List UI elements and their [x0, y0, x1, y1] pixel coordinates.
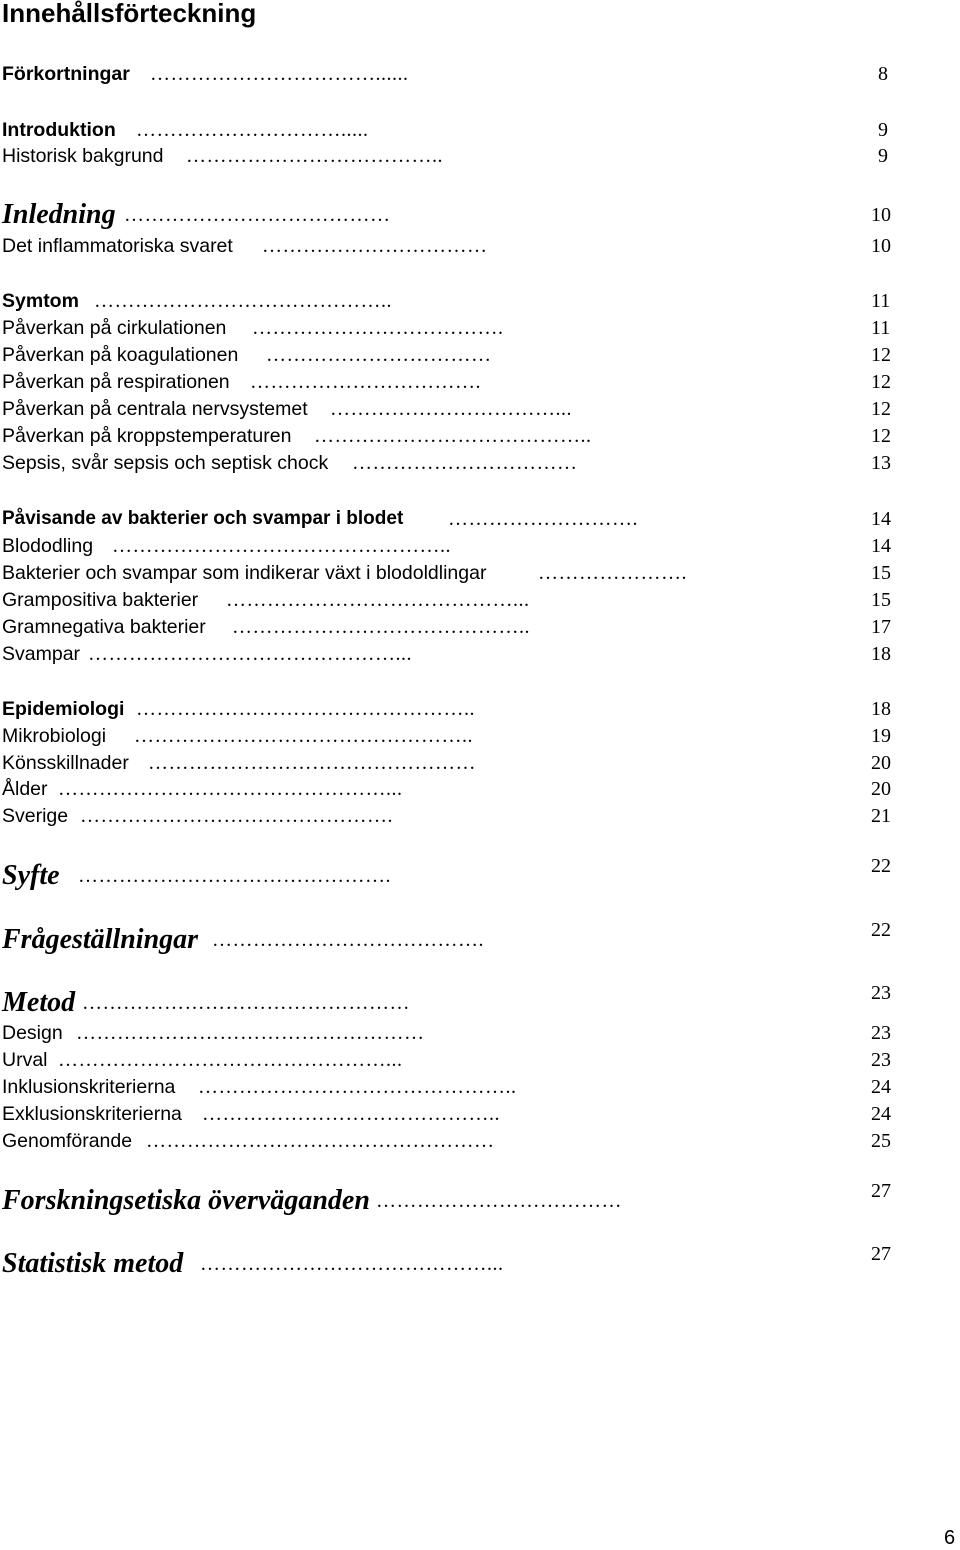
- toc-entry-inklusionskriterierna: [0, 1074, 960, 1100]
- toc-dot-leader: ……………………………………..: [94, 290, 392, 312]
- toc-dot-leader: ……………………………………….: [80, 805, 393, 827]
- toc-entry-page: 12: [871, 398, 891, 420]
- toc-dot-leader: ……………………………………………: [146, 1130, 495, 1152]
- toc-entry-page: 9: [878, 145, 888, 167]
- toc-dot-leader: ……………………………………..: [202, 1103, 500, 1125]
- toc-entry-page: 17: [871, 616, 891, 638]
- toc-entry-label: Bakterier och svampar som indikerar växt i blodoldlingar: [2, 562, 487, 584]
- toc-entry-page: 23: [871, 982, 891, 1004]
- toc-entry-label: Frågeställningar: [2, 924, 199, 955]
- toc-dot-leader: …………………………….: [250, 371, 481, 393]
- toc-entry-page: 20: [871, 778, 891, 800]
- toc-entry-blododling: [0, 533, 960, 559]
- toc-entry-label: Blododling: [2, 535, 94, 557]
- toc-entry-page: 10: [871, 204, 891, 226]
- toc-entry-page: 25: [871, 1130, 891, 1152]
- toc-entry-page: 11: [871, 317, 891, 339]
- toc-entry-alder: [0, 776, 960, 802]
- toc-dot-leader: ………………………….....: [136, 119, 369, 141]
- toc-dot-leader: ……………………………………...: [226, 589, 530, 611]
- toc-entry-page: 12: [871, 344, 891, 366]
- toc-entry-page: 23: [871, 1049, 891, 1071]
- toc-entry-paverkan-kroppstemperaturen: [0, 423, 960, 449]
- toc-entry-label: Svampar: [2, 643, 81, 665]
- toc-entry-page: 11: [871, 290, 891, 312]
- toc-dot-leader: …………………………………………: [148, 752, 476, 774]
- toc-entry-label: Grampositiva bakterier: [2, 589, 199, 611]
- toc-heading: Innehållsförteckning: [2, 0, 257, 28]
- toc-entry-page: 12: [871, 371, 891, 393]
- toc-entry-page: 24: [871, 1103, 891, 1125]
- toc-entry-page: 27: [871, 1180, 891, 1202]
- toc-entry-label: Genomförande: [2, 1130, 133, 1152]
- toc-dot-leader: …………………………………: [124, 204, 391, 226]
- toc-entry-label: Forskningsetiska överväganden: [2, 1185, 370, 1216]
- toc-entry-label: Inledning: [2, 199, 116, 230]
- toc-entry-label: Påverkan på respirationen: [2, 371, 230, 393]
- toc-entry-genomforande: [0, 1128, 960, 1154]
- toc-entry-label: Inklusionskriterierna: [2, 1076, 176, 1098]
- toc-entry-inledning: [0, 198, 960, 232]
- toc-dot-leader: ……………………….: [448, 508, 638, 530]
- toc-entry-label: Påverkan på koagulationen: [2, 344, 239, 366]
- toc-dot-leader: ………………………………: [376, 1190, 622, 1212]
- page-number: 6: [944, 1527, 956, 1549]
- toc-entry-label: Påverkan på kroppstemperaturen: [2, 425, 292, 447]
- toc-entry-label: Förkortningar: [2, 63, 130, 85]
- toc-entry-page: 22: [871, 919, 891, 941]
- toc-entry-page: 15: [871, 562, 891, 584]
- toc-dot-leader: ……………………………………...: [200, 1253, 504, 1275]
- toc-dot-leader: ……………………………….: [252, 317, 504, 339]
- toc-entry-label: Design: [2, 1022, 63, 1044]
- toc-dot-leader: ………………….: [538, 562, 687, 584]
- toc-entry-paverkan-respirationen: [0, 369, 960, 395]
- toc-entry-label: Exklusionskriterierna: [2, 1103, 182, 1125]
- toc-entry-design: [0, 1020, 960, 1046]
- toc-entry-page: 23: [871, 1022, 891, 1044]
- toc-entry-konsskillnader: [0, 750, 960, 776]
- toc-entry-grampositiva: [0, 587, 960, 613]
- toc-entry-label: Gramnegativa bakterier: [2, 616, 206, 638]
- toc-entry-page: 14: [871, 535, 891, 557]
- toc-entry-gramnegativa: [0, 614, 960, 640]
- toc-entry-epidemiologi: [0, 696, 960, 722]
- toc-entry-label: Syfte: [2, 860, 60, 891]
- toc-entry-label: Sverige: [2, 805, 69, 827]
- toc-entry-symtom: [0, 288, 960, 314]
- toc-entry-forskningsetiska: [0, 1180, 960, 1218]
- toc-entry-label: Urval: [2, 1049, 48, 1071]
- toc-dot-leader: ……………………………………………: [76, 1022, 425, 1044]
- toc-entry-page: 19: [871, 725, 891, 747]
- toc-entry-mikrobiologi: [0, 723, 960, 749]
- toc-dot-leader: ……………………………: [266, 344, 492, 366]
- toc-dot-leader: ……………………………...: [330, 398, 572, 420]
- toc-entry-label: Sepsis, svår sepsis och septisk chock: [2, 452, 329, 474]
- toc-dot-leader: ………………………………………..: [198, 1076, 517, 1098]
- toc-entry-page: 18: [871, 643, 891, 665]
- toc-entry-page: 15: [871, 589, 891, 611]
- toc-entry-page: 20: [871, 752, 891, 774]
- toc-entry-label: Påvisande av bakterier och svampar i blodet: [2, 508, 404, 529]
- toc-entry-label: Statistisk metod: [2, 1248, 184, 1279]
- toc-entry-statistisk-metod: [0, 1243, 960, 1281]
- toc-entry-page: 14: [871, 508, 891, 530]
- toc-dot-leader: ………………………………..: [186, 145, 443, 167]
- toc-entry-sverige: [0, 803, 960, 829]
- toc-entry-paverkan-cirkulationen: [0, 315, 960, 341]
- toc-entry-forkortningar: [0, 61, 960, 87]
- toc-entry-page: 24: [871, 1076, 891, 1098]
- toc-entry-page: 22: [871, 855, 891, 877]
- toc-entry-urval: [0, 1047, 960, 1073]
- toc-entry-label: Introduktion: [2, 119, 116, 141]
- toc-dot-leader: …………………………………………..: [136, 698, 475, 720]
- toc-entry-label: Könsskillnader: [2, 752, 129, 774]
- toc-dot-leader: ………………………………………...: [88, 643, 412, 665]
- toc-dot-leader: …………………………………………..: [112, 535, 451, 557]
- toc-entry-label: Det inflammatoriska svaret: [2, 235, 233, 257]
- toc-entry-label: Epidemiologi: [2, 698, 125, 720]
- toc-dot-leader: …………………………………………...: [58, 1049, 403, 1071]
- toc-entry-page: 13: [871, 452, 891, 474]
- toc-entry-fragestallningar: [0, 919, 960, 957]
- toc-entry-label: Mikrobiologi: [2, 725, 107, 747]
- toc-entry-paverkan-koagulationen: [0, 342, 960, 368]
- toc-dot-leader: ……………………………………..: [232, 616, 530, 638]
- toc-entry-page: 10: [871, 235, 891, 257]
- toc-entry-label: Påverkan på centrala nervsystemet: [2, 398, 308, 420]
- toc-entry-pavisande: [0, 506, 960, 532]
- toc-entry-label: Symtom: [2, 290, 79, 312]
- toc-entry-historisk-bakgrund: [0, 143, 960, 169]
- toc-entry-label: Metod: [2, 987, 76, 1018]
- toc-entry-label: Påverkan på cirkulationen: [2, 317, 227, 339]
- toc-entry-page: 27: [871, 1243, 891, 1265]
- toc-entry-det-inflammatoriska-svaret: [0, 233, 960, 259]
- toc-dot-leader: …………………………………..: [314, 425, 592, 447]
- toc-entry-introduktion: [0, 117, 960, 143]
- toc-dot-leader: …………………………………………...: [58, 778, 403, 800]
- toc-entry-page: 21: [871, 805, 891, 827]
- toc-dot-leader: …………………………………………..: [134, 725, 473, 747]
- toc-entry-sepsis: [0, 450, 960, 476]
- toc-entry-page: 8: [878, 63, 888, 85]
- toc-entry-svampar: [0, 641, 960, 667]
- toc-entry-page: 18: [871, 698, 891, 720]
- toc-entry-exklusionskriterierna: [0, 1101, 960, 1127]
- toc-dot-leader: ………………………………….: [212, 929, 484, 951]
- toc-dot-leader: ……………………………: [352, 452, 578, 474]
- toc-entry-syfte: [0, 855, 960, 893]
- toc-dot-leader: ……………………………: [262, 235, 488, 257]
- toc-dot-leader: …………………………………………: [82, 992, 410, 1014]
- toc-entry-paverkan-centrala-nervsystemet: [0, 396, 960, 422]
- toc-entry-metod: [0, 982, 960, 1020]
- toc-entry-label: Historisk bakgrund: [2, 145, 164, 167]
- toc-entry-page: 12: [871, 425, 891, 447]
- toc-dot-leader: ……………………………………….: [78, 865, 391, 887]
- toc-entry-bakterier-svampar: [0, 560, 960, 586]
- toc-entry-page: 9: [878, 119, 888, 141]
- toc-dot-leader: ……………………………......: [150, 63, 409, 85]
- toc-entry-label: Ålder: [2, 778, 48, 800]
